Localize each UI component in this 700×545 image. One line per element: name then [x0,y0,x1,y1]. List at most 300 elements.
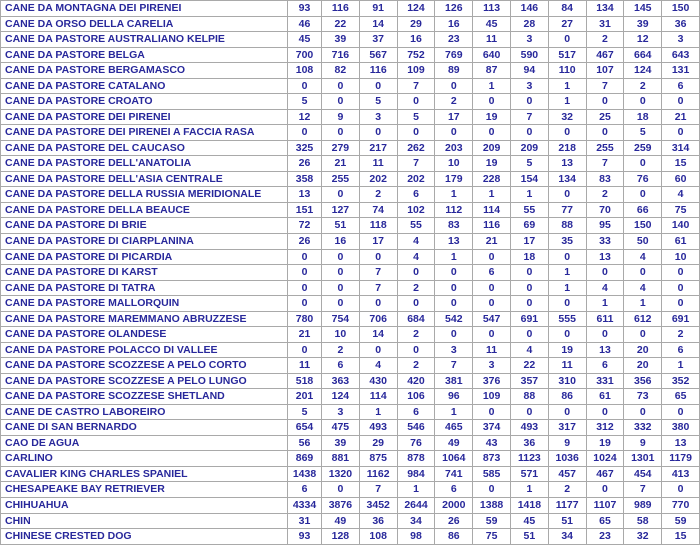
breed-name-cell: CANE DA PASTORE CROATO [1,94,288,110]
value-cell: 72 [288,218,322,234]
value-cell: 542 [435,311,473,327]
value-cell: 0 [662,404,700,420]
value-cell: 467 [586,47,624,63]
value-cell: 93 [288,529,322,545]
breed-name-cell: CANE DA PASTORE DI BRIE [1,218,288,234]
value-cell: 4 [586,280,624,296]
value-cell: 0 [510,265,548,281]
value-cell: 16 [435,16,473,32]
value-cell: 0 [288,342,322,358]
value-cell: 65 [586,513,624,529]
value-cell: 769 [435,47,473,63]
value-cell: 0 [473,327,511,343]
value-cell: 4 [624,249,662,265]
value-cell: 317 [548,420,586,436]
value-cell: 83 [586,171,624,187]
breed-name-cell: CANE DA PASTORE DELL'ANATOLIA [1,156,288,172]
value-cell: 5 [397,109,435,125]
value-cell: 7 [435,358,473,374]
value-cell: 1320 [322,466,360,482]
value-cell: 29 [359,435,397,451]
value-cell: 0 [473,125,511,141]
value-cell: 74 [359,202,397,218]
value-cell: 4 [510,342,548,358]
value-cell: 4 [624,280,662,296]
value-cell: 61 [662,233,700,249]
value-cell: 11 [473,342,511,358]
value-cell: 374 [473,420,511,436]
value-cell: 878 [397,451,435,467]
value-cell: 4334 [288,498,322,514]
value-cell: 127 [322,202,360,218]
value-cell: 3876 [322,498,360,514]
value-cell: 0 [624,265,662,281]
breed-name-cell: CANE DA PASTORE SCOZZESE A PELO CORTO [1,358,288,374]
value-cell: 0 [662,94,700,110]
value-cell: 0 [586,125,624,141]
value-cell: 6 [435,482,473,498]
value-cell: 7 [359,265,397,281]
value-cell: 741 [435,466,473,482]
value-cell: 118 [359,218,397,234]
value-cell: 363 [322,373,360,389]
value-cell: 1 [397,482,435,498]
value-cell: 0 [322,78,360,94]
value-cell: 45 [510,513,548,529]
value-cell: 0 [473,482,511,498]
value-cell: 29 [397,16,435,32]
value-cell: 2 [586,187,624,203]
table-row [1,498,700,514]
value-cell: 126 [435,1,473,17]
value-cell: 3 [322,404,360,420]
value-cell: 0 [548,327,586,343]
value-cell: 0 [397,265,435,281]
breed-name-cell: CHINESE CRESTED DOG [1,529,288,545]
value-cell: 691 [510,311,548,327]
value-cell: 331 [586,373,624,389]
value-cell: 1 [473,187,511,203]
table-row [1,265,700,281]
value-cell: 36 [662,16,700,32]
value-cell: 0 [473,94,511,110]
value-cell: 0 [435,78,473,94]
value-cell: 420 [397,373,435,389]
table-row [1,435,700,451]
value-cell: 1 [624,296,662,312]
value-cell: 2 [586,32,624,48]
value-cell: 380 [662,420,700,436]
table-row [1,404,700,420]
table-row [1,140,700,156]
value-cell: 140 [662,218,700,234]
value-cell: 0 [473,404,511,420]
value-cell: 7 [359,482,397,498]
value-cell: 89 [435,63,473,79]
breed-name-cell: CANE DA PASTORE DI CIARPLANINA [1,233,288,249]
value-cell: 98 [397,529,435,545]
breed-name-cell: CANE DA ORSO DELLA CARELIA [1,16,288,32]
breed-name-cell: CANE DA PASTORE DI PICARDIA [1,249,288,265]
value-cell: 116 [322,1,360,17]
value-cell: 45 [473,16,511,32]
value-cell: 0 [359,78,397,94]
table-row [1,311,700,327]
value-cell: 0 [397,342,435,358]
value-cell: 49 [322,513,360,529]
value-cell: 6 [288,482,322,498]
value-cell: 19 [473,156,511,172]
value-cell: 1 [586,296,624,312]
table-row [1,109,700,125]
value-cell: 0 [662,265,700,281]
table-row [1,202,700,218]
value-cell: 3 [510,78,548,94]
table-row [1,389,700,405]
value-cell: 9 [322,109,360,125]
value-cell: 26 [288,233,322,249]
value-cell: 39 [624,16,662,32]
value-cell: 312 [586,420,624,436]
value-cell: 209 [473,140,511,156]
value-cell: 61 [586,389,624,405]
value-cell: 3 [435,342,473,358]
value-cell: 358 [288,171,322,187]
value-cell: 1 [510,187,548,203]
value-cell: 611 [586,311,624,327]
value-cell: 18 [624,109,662,125]
breed-name-cell: CANE DA PASTORE DELLA BEAUCE [1,202,288,218]
value-cell: 26 [288,156,322,172]
value-cell: 585 [473,466,511,482]
value-cell: 32 [624,529,662,545]
value-cell: 11 [359,156,397,172]
value-cell: 881 [322,451,360,467]
value-cell: 0 [288,78,322,94]
value-cell: 9 [624,435,662,451]
value-cell: 150 [624,218,662,234]
value-cell: 0 [510,404,548,420]
value-cell: 1 [435,404,473,420]
value-cell: 381 [435,373,473,389]
value-cell: 518 [288,373,322,389]
value-cell: 0 [288,280,322,296]
value-cell: 108 [288,63,322,79]
value-cell: 7 [624,482,662,498]
breed-name-cell: CANE DA PASTORE SCOZZESE A PELO LUNGO [1,373,288,389]
value-cell: 1 [548,94,586,110]
table-row [1,94,700,110]
value-cell: 454 [624,466,662,482]
table-row [1,420,700,436]
value-cell: 50 [624,233,662,249]
breed-name-cell: CANE DA PASTORE CATALANO [1,78,288,94]
value-cell: 1 [662,358,700,374]
value-cell: 5 [288,404,322,420]
value-cell: 59 [662,513,700,529]
value-cell: 13 [435,233,473,249]
table-row [1,249,700,265]
breed-name-cell: CAO DE AGUA [1,435,288,451]
value-cell: 6 [397,404,435,420]
value-cell: 27 [548,16,586,32]
value-cell: 202 [359,171,397,187]
value-cell: 16 [322,233,360,249]
value-cell: 691 [662,311,700,327]
value-cell: 873 [473,451,511,467]
value-cell: 46 [288,16,322,32]
value-cell: 0 [510,296,548,312]
value-cell: 325 [288,140,322,156]
value-cell: 106 [397,389,435,405]
value-cell: 56 [288,435,322,451]
value-cell: 0 [397,125,435,141]
value-cell: 0 [322,296,360,312]
value-cell: 0 [322,265,360,281]
breed-name-cell: CANE DA PASTORE MALLORQUIN [1,296,288,312]
value-cell: 590 [510,47,548,63]
value-cell: 0 [435,265,473,281]
value-cell: 12 [624,32,662,48]
table-row [1,16,700,32]
value-cell: 567 [359,47,397,63]
value-cell: 96 [435,389,473,405]
value-cell: 314 [662,140,700,156]
value-cell: 124 [624,63,662,79]
table-row [1,280,700,296]
value-cell: 12 [288,109,322,125]
value-cell: 0 [322,249,360,265]
value-cell: 1036 [548,451,586,467]
breed-name-cell: CANE DA PASTORE DEI PIRENEI A FACCIA RASA [1,125,288,141]
table-row [1,187,700,203]
value-cell: 6 [662,78,700,94]
breed-name-cell: CANE DE CASTRO LABOREIRO [1,404,288,420]
value-cell: 0 [548,296,586,312]
value-cell: 984 [397,466,435,482]
value-cell: 13 [288,187,322,203]
value-cell: 218 [548,140,586,156]
value-cell: 7 [586,156,624,172]
value-cell: 217 [359,140,397,156]
breed-name-cell: CHESAPEAKE BAY RETRIEVER [1,482,288,498]
value-cell: 1 [548,280,586,296]
value-cell: 1388 [473,498,511,514]
value-cell: 6 [586,358,624,374]
table-row [1,513,700,529]
value-cell: 0 [288,265,322,281]
value-cell: 31 [288,513,322,529]
value-cell: 6 [662,342,700,358]
value-cell: 94 [510,63,548,79]
breed-name-cell: CANE DI SAN BERNARDO [1,420,288,436]
value-cell: 0 [586,404,624,420]
value-cell: 547 [473,311,511,327]
value-cell: 6 [397,187,435,203]
value-cell: 684 [397,311,435,327]
value-cell: 19 [548,342,586,358]
value-cell: 86 [548,389,586,405]
value-cell: 0 [510,327,548,343]
value-cell: 17 [359,233,397,249]
value-cell: 116 [359,63,397,79]
value-cell: 36 [510,435,548,451]
value-cell: 612 [624,311,662,327]
value-cell: 10 [662,249,700,265]
value-cell: 82 [322,63,360,79]
value-cell: 1 [548,265,586,281]
breed-name-cell: CANE DA PASTORE DI KARST [1,265,288,281]
value-cell: 55 [510,202,548,218]
value-cell: 0 [359,249,397,265]
value-cell: 49 [435,435,473,451]
value-cell: 413 [662,466,700,482]
table-row [1,218,700,234]
value-cell: 0 [435,327,473,343]
breed-name-cell: CANE DA PASTORE BERGAMASCO [1,63,288,79]
value-cell: 6 [473,265,511,281]
value-cell: 5 [359,94,397,110]
value-cell: 643 [662,47,700,63]
value-cell: 21 [473,233,511,249]
value-cell: 109 [473,389,511,405]
value-cell: 2 [397,327,435,343]
breed-name-cell: CHIHUAHUA [1,498,288,514]
value-cell: 1 [435,187,473,203]
value-cell: 780 [288,311,322,327]
value-cell: 770 [662,498,700,514]
value-cell: 15 [662,156,700,172]
value-cell: 640 [473,47,511,63]
value-cell: 51 [322,218,360,234]
value-cell: 88 [548,218,586,234]
value-cell: 869 [288,451,322,467]
value-cell: 65 [662,389,700,405]
table-row [1,125,700,141]
value-cell: 15 [662,529,700,545]
value-cell: 467 [586,466,624,482]
value-cell: 0 [548,187,586,203]
value-cell: 87 [473,63,511,79]
value-cell: 664 [624,47,662,63]
value-cell: 430 [359,373,397,389]
value-cell: 0 [548,404,586,420]
value-cell: 0 [288,125,322,141]
value-cell: 60 [662,171,700,187]
value-cell: 7 [397,156,435,172]
value-cell: 20 [624,358,662,374]
value-cell: 0 [586,327,624,343]
value-cell: 2 [435,94,473,110]
value-cell: 493 [359,420,397,436]
breed-name-cell: CANE DA PASTORE POLACCO DI VALLEE [1,342,288,358]
value-cell: 2 [548,482,586,498]
value-cell: 0 [473,249,511,265]
value-cell: 0 [435,125,473,141]
value-cell: 0 [435,296,473,312]
value-cell: 262 [397,140,435,156]
value-cell: 332 [624,420,662,436]
breed-name-cell: CANE DA PASTORE MAREMMANO ABRUZZESE [1,311,288,327]
value-cell: 2 [397,358,435,374]
value-cell: 2 [359,187,397,203]
value-cell: 145 [624,1,662,17]
value-cell: 356 [624,373,662,389]
value-cell: 989 [624,498,662,514]
value-cell: 91 [359,1,397,17]
value-cell: 51 [548,513,586,529]
value-cell: 14 [359,327,397,343]
value-cell: 13 [662,435,700,451]
value-cell: 10 [435,156,473,172]
value-cell: 13 [586,249,624,265]
value-cell: 4 [397,249,435,265]
value-cell: 0 [322,482,360,498]
value-cell: 0 [548,125,586,141]
value-cell: 76 [397,435,435,451]
value-cell: 0 [662,280,700,296]
value-cell: 33 [586,233,624,249]
value-cell: 1162 [359,466,397,482]
value-cell: 1123 [510,451,548,467]
value-cell: 255 [586,140,624,156]
table-row [1,482,700,498]
value-cell: 21 [322,156,360,172]
value-cell: 0 [624,404,662,420]
value-cell: 1064 [435,451,473,467]
value-cell: 179 [435,171,473,187]
value-cell: 150 [662,1,700,17]
value-cell: 13 [548,156,586,172]
value-cell: 134 [586,1,624,17]
value-cell: 7 [397,78,435,94]
value-cell: 17 [510,233,548,249]
value-cell: 124 [322,389,360,405]
value-cell: 706 [359,311,397,327]
value-cell: 22 [322,16,360,32]
table-row [1,342,700,358]
table-row [1,78,700,94]
value-cell: 0 [548,32,586,48]
value-cell: 10 [322,327,360,343]
value-cell: 875 [359,451,397,467]
value-cell: 0 [397,296,435,312]
breed-name-cell: CANE DA PASTORE DI TATRA [1,280,288,296]
value-cell: 4 [359,358,397,374]
value-cell: 0 [359,342,397,358]
value-cell: 5 [624,125,662,141]
breed-name-cell: CANE DA MONTAGNA DEI PIRENEI [1,1,288,17]
value-cell: 107 [586,63,624,79]
value-cell: 3 [510,32,548,48]
value-cell: 114 [473,202,511,218]
value-cell: 310 [548,373,586,389]
value-cell: 124 [397,1,435,17]
value-cell: 203 [435,140,473,156]
value-cell: 259 [624,140,662,156]
value-cell: 457 [548,466,586,482]
value-cell: 19 [586,435,624,451]
value-cell: 20 [624,342,662,358]
value-cell: 51 [510,529,548,545]
value-cell: 1 [435,249,473,265]
value-cell: 39 [322,435,360,451]
value-cell: 2000 [435,498,473,514]
value-cell: 95 [586,218,624,234]
value-cell: 654 [288,420,322,436]
value-cell: 39 [322,32,360,48]
value-cell: 0 [322,125,360,141]
